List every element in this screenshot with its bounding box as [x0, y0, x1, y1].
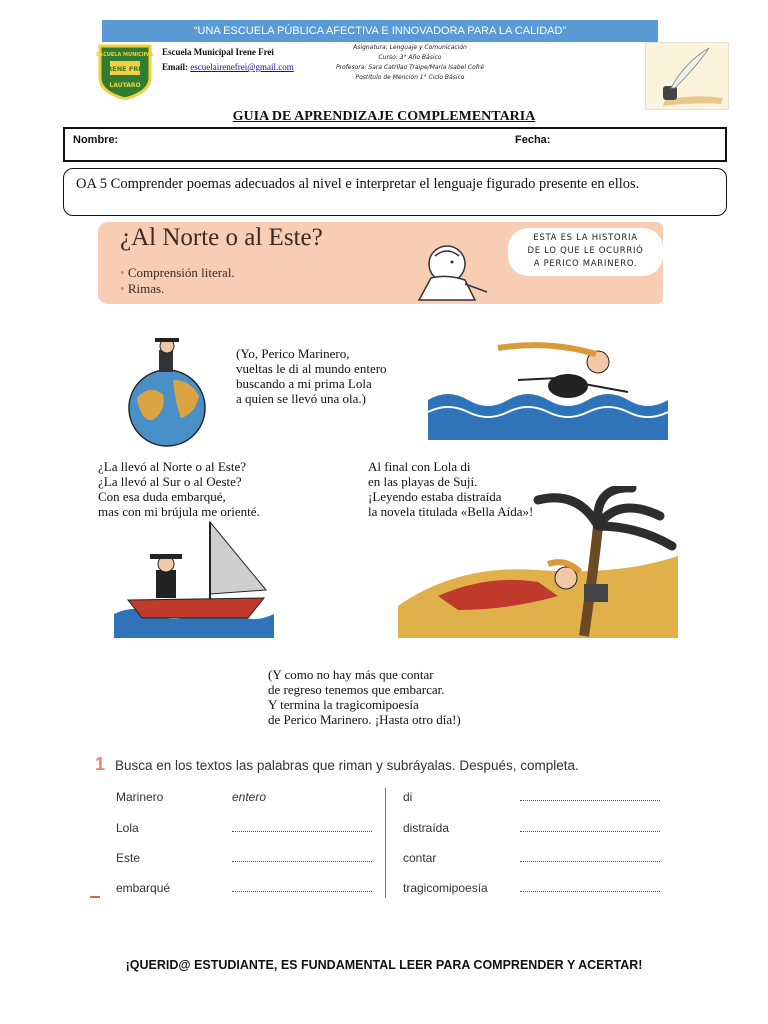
school-email-link[interactable]: escuelairenefrei@gmail.com: [190, 62, 294, 72]
answer-blank[interactable]: [520, 831, 660, 832]
page-title: GUIA DE APRENDIZAJE COMPLEMENTARIA: [232, 109, 536, 124]
bubble-line: DE LO QUE LE OCURRIÓ: [527, 246, 644, 256]
learning-objective-box: OA 5 Comprender poemas adecuados al nivel e interpretar el lenguaje figurado presente en ellos.: [63, 168, 727, 216]
quill-inkwell-icon: [645, 42, 729, 110]
rhyme-word: embarqué: [116, 881, 171, 895]
rhyme-word: distraída: [403, 821, 450, 835]
course-metadata: [310, 43, 510, 83]
rhyme-word: Marinero: [116, 790, 164, 804]
exercise-number: 1: [95, 754, 106, 774]
school-motto-banner: “UNA ESCUELA PÚBLICA AFECTIVA E INNOVADORA PARA LA CALIDAD”: [102, 20, 658, 42]
lesson-heading: ¿Al Norte o al Este?: [120, 224, 323, 251]
school-name: Escuela Municipal Irene Frei: [162, 47, 274, 57]
sailboat-illustration: [114, 518, 274, 638]
lesson-bullet: • Comprensión literal.: [120, 265, 235, 280]
bullet-text: Rimas.: [127, 281, 165, 296]
poem-stanza: Al final con Lola di en las playas de Sují. ¡Leyendo estaba distraída la novela titulada «Bella Aída»!: [368, 459, 534, 519]
course-line: Curso: 3° Año Básico: [378, 54, 442, 61]
date-field-label: Fecha:: [515, 134, 551, 146]
crest-name-text: IRENE FREI: [104, 65, 146, 73]
answer-blank[interactable]: [520, 861, 660, 862]
student-info-box: [63, 127, 727, 162]
rhyme-word: Este: [116, 851, 141, 865]
bubble-line: ESTA ES LA HISTORIA: [533, 233, 638, 243]
rhyme-word: di: [403, 790, 413, 804]
rhyme-word: tragicomipoesía: [403, 881, 488, 895]
poem-stanza: (Yo, Perico Marinero, vueltas le di al mundo entero buscando a mi prima Lola a quien se llevó una ola.): [236, 346, 387, 406]
lesson-bullet: • Rimas.: [120, 281, 165, 296]
answer-blank[interactable]: [520, 800, 660, 801]
rhyme-word: Lola: [116, 821, 139, 835]
crest-top-text: ESCUELA MUNICIPAL: [96, 52, 154, 58]
margin-mark: [90, 896, 100, 898]
program-line: Postítulo de Mención 1° Ciclo Básico: [355, 74, 465, 81]
school-email-row: [162, 62, 294, 72]
teacher-line: Profesora: Sara Catrilao Traipe/María Isabel Cofré: [335, 64, 485, 71]
footer-message: ¡QUERID@ ESTUDIANTE, ES FUNDAMENTAL LEER PARA COMPRENDER Y ACERTAR!: [125, 958, 643, 972]
rhyme-word: contar: [403, 851, 437, 865]
answer-blank[interactable]: [232, 891, 372, 892]
school-crest-logo: [96, 44, 154, 100]
crest-bottom-text: LAUTARO: [109, 82, 141, 89]
exercise-instruction: Busca en los textos las palabras que riman y subráyalas. Después, completa.: [115, 758, 579, 773]
speech-bubble: [508, 228, 663, 276]
rhyme-answer[interactable]: entero: [232, 790, 267, 804]
answer-blank[interactable]: [232, 831, 372, 832]
poem-stanza: (Y como no hay más que contar de regreso tenemos que embarcar. Y termina la tragicomipoesía de Perico Marinero. ¡Hasta otro día!): [268, 667, 461, 727]
poem-stanza: ¿La llevó al Norte o al Este? ¿La llevó al Sur o al Oeste? Con esa duda embarqué, mas con mi brújula me orienté.: [98, 459, 260, 519]
subject-line: Asignatura: Lenguaje y Comunicación: [353, 44, 467, 51]
globe-sailor-illustration: [115, 336, 220, 448]
answer-blank[interactable]: [520, 891, 660, 892]
sitting-boy-illustration: [405, 238, 491, 304]
swimmer-waves-illustration: [428, 340, 668, 440]
answer-blank[interactable]: [232, 861, 372, 862]
name-field-label: Nombre:: [73, 134, 119, 146]
column-divider: [385, 788, 386, 898]
email-label: Email:: [162, 62, 188, 72]
bullet-text: Comprensión literal.: [127, 265, 235, 280]
bubble-line: A PERICO MARINERO.: [533, 259, 638, 269]
